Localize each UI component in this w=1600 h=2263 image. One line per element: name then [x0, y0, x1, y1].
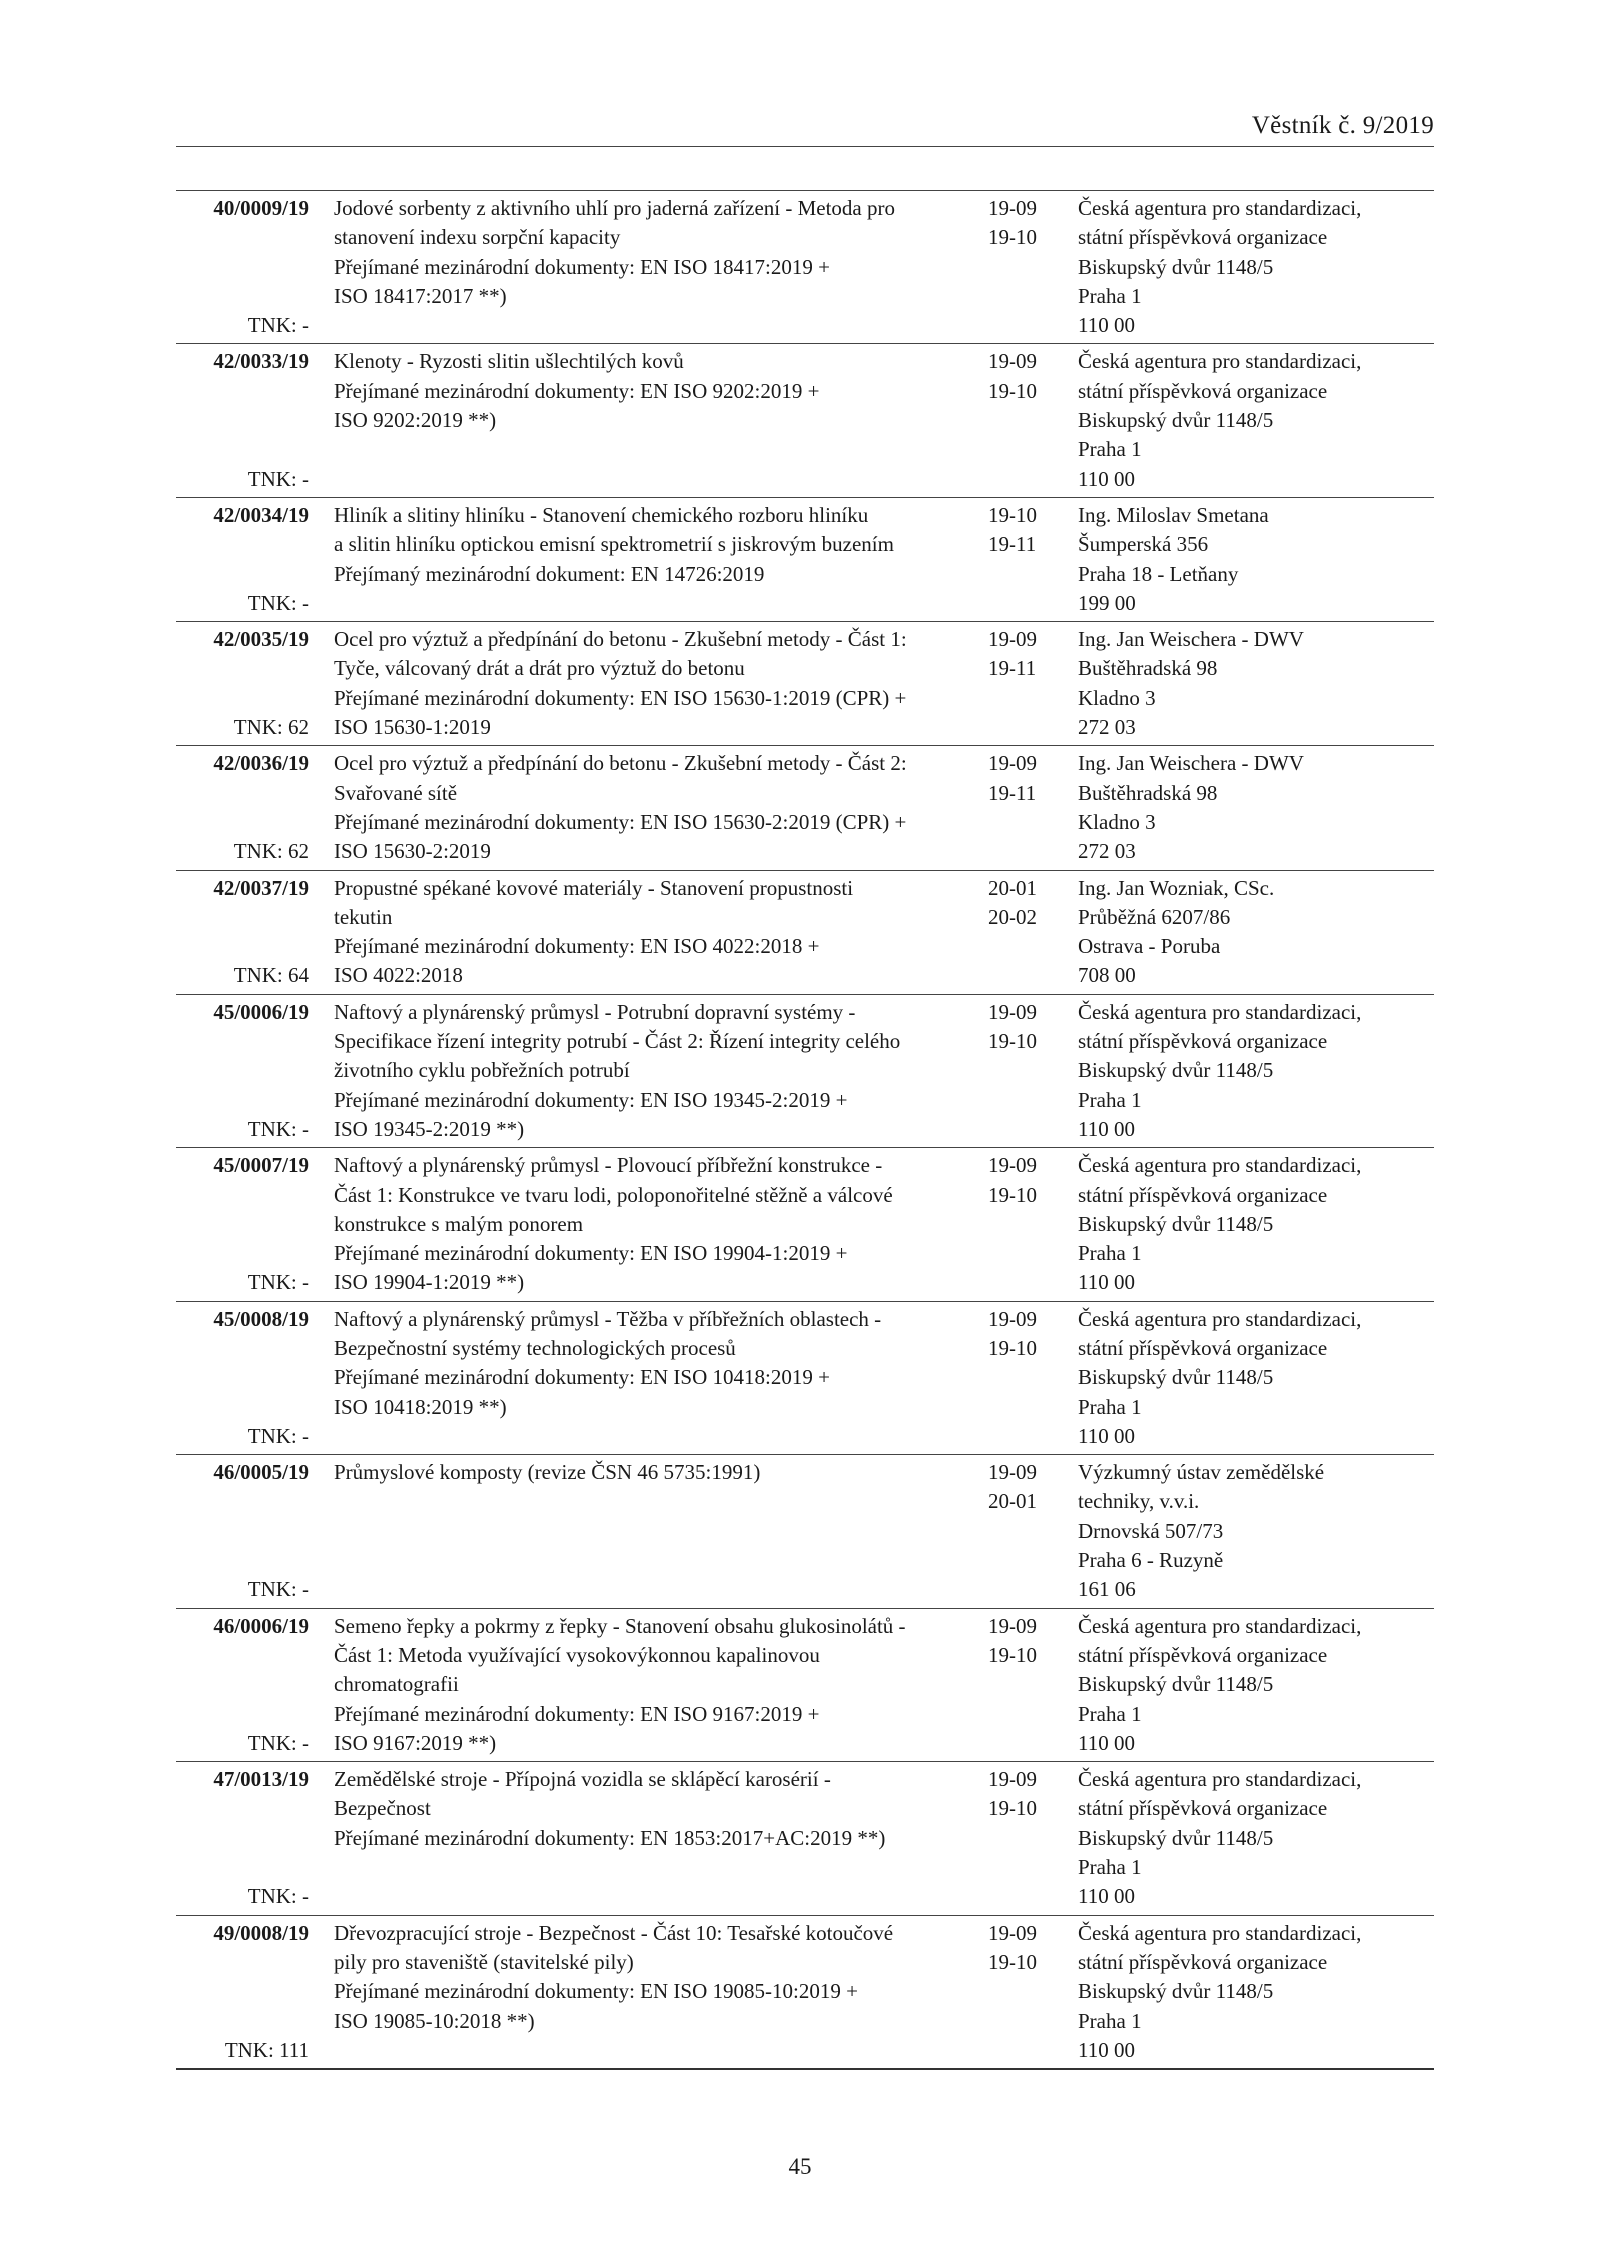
processor-cell-line: Praha 1 [1078, 1241, 1142, 1266]
dates-cell-line: 19-09 [988, 1613, 1037, 1638]
table-row [176, 1455, 1434, 1608]
description-cell-line: Přejímané mezinárodní dokumenty: EN ISO 19345-2:2019 + [334, 1087, 848, 1112]
task-number: 42/0035/19 [213, 627, 309, 652]
dates-cell [988, 1762, 1078, 1914]
description-cell-line: Ocel pro výztuž a předpínání do betonu - Zkušební metody - Část 2: [334, 751, 907, 776]
processor-cell-line: techniky, v.v.i. [1078, 1489, 1200, 1514]
description-cell-line: ISO 15630-1:2019 [334, 715, 491, 740]
processor-cell-line: 708 00 [1078, 963, 1136, 988]
description-cell-line: chromatografii [334, 1672, 459, 1697]
tnk-label: TNK: - [247, 1270, 309, 1295]
processor-cell-line: 272 03 [1078, 839, 1136, 864]
description-cell [334, 746, 988, 869]
processor-cell-line: Průběžná 6207/86 [1078, 904, 1231, 929]
description-cell-line: Hliník a slitiny hliníku - Stanovení chemického rozboru hliníku [334, 502, 869, 527]
processor-cell-line: 110 00 [1078, 313, 1135, 338]
description-cell [334, 1148, 988, 1300]
description-cell-line: tekutin [334, 904, 393, 929]
dates-cell-line: 20-02 [988, 904, 1037, 929]
processor-cell-line: Kladno 3 [1078, 685, 1156, 710]
table-row [176, 1302, 1434, 1455]
description-cell [334, 344, 988, 496]
description-cell [334, 622, 988, 745]
description-cell-line: Specifikace řízení integrity potrubí - Část 2: Řízení integrity celého [334, 1029, 901, 1054]
processor-cell-line: Ing. Jan Wozniak, CSc. [1078, 875, 1275, 900]
description-cell-line: Zemědělské stroje - Přípojná vozidla se sklápěcí karosérií - [334, 1767, 831, 1792]
dates-cell-line: 19-10 [988, 1642, 1037, 1667]
processor-cell [1078, 1609, 1434, 1761]
dates-cell [988, 1302, 1078, 1454]
description-cell-line: Přejímané mezinárodní dokumenty: EN ISO 4022:2018 + [334, 934, 820, 959]
processor-cell-line: Česká agentura pro standardizaci, [1078, 1767, 1362, 1792]
dates-cell-line: 19-09 [988, 1460, 1037, 1485]
processor-cell-line: Praha 1 [1078, 437, 1142, 462]
processor-cell [1078, 746, 1434, 869]
description-cell [334, 1455, 988, 1607]
tnk-label: TNK: 111 [224, 2037, 309, 2062]
processor-cell-line: Biskupský dvůr 1148/5 [1078, 1058, 1274, 1083]
tnk-label: TNK: - [247, 466, 309, 491]
dates-cell-line: 19-10 [988, 1335, 1037, 1360]
dates-cell-line: 20-01 [988, 1489, 1037, 1514]
tnk-label: TNK: - [247, 1730, 309, 1755]
dates-cell-line: 20-01 [988, 875, 1037, 900]
processor-cell-line: Praha 1 [1078, 1394, 1142, 1419]
processor-cell-line: Praha 1 [1078, 1855, 1142, 1880]
description-cell-line: Svařované sítě [334, 780, 458, 805]
dates-cell-line: 19-09 [988, 196, 1037, 220]
tnk-label: TNK: - [247, 313, 309, 338]
journal-title: Věstník č. 9/2019 [1251, 112, 1434, 139]
dates-cell-line: 19-10 [988, 225, 1037, 250]
processor-cell-line: 272 03 [1078, 715, 1136, 740]
description-cell-line: pily pro staveniště (stavitelské pily) [334, 1949, 634, 1974]
task-number: 42/0033/19 [213, 349, 309, 374]
dates-cell-line: 19-10 [988, 1029, 1037, 1054]
processor-cell-line: 110 00 [1078, 466, 1135, 491]
task-number: 46/0006/19 [213, 1613, 309, 1638]
processor-cell-line: Šumperská 356 [1078, 532, 1209, 557]
tnk-label: TNK: - [247, 1577, 309, 1602]
table-row [176, 746, 1434, 870]
processor-cell-line: Biskupský dvůr 1148/5 [1078, 1672, 1274, 1697]
table-row [176, 1762, 1434, 1915]
processor-cell-line: Česká agentura pro standardizaci, [1078, 196, 1362, 220]
description-cell-line: Přejímané mezinárodní dokumenty: EN 1853:2017+AC:2019 **) [334, 1825, 886, 1850]
task-id-cell [176, 746, 309, 869]
dates-cell-line: 19-10 [988, 502, 1037, 527]
table-row [176, 344, 1434, 497]
task-id-cell [176, 871, 309, 994]
tnk-label: TNK: 62 [233, 839, 309, 864]
processor-cell-line: Česká agentura pro standardizaci, [1078, 1306, 1362, 1331]
dates-cell-line: 19-09 [988, 1153, 1037, 1178]
page-number: 45 [788, 2154, 812, 2179]
task-id-cell [176, 1302, 309, 1454]
processor-cell-line: Ing. Miloslav Smetana [1078, 502, 1269, 527]
page-header [176, 112, 1434, 147]
processor-cell [1078, 995, 1434, 1147]
description-cell-line: Přejímané mezinárodní dokumenty: EN ISO 9167:2019 + [334, 1701, 820, 1726]
description-cell [334, 1762, 988, 1914]
dates-cell [988, 1148, 1078, 1300]
description-cell [334, 995, 988, 1147]
dates-cell-line: 19-09 [988, 1306, 1037, 1331]
task-id-cell [176, 622, 309, 745]
table-row [176, 1609, 1434, 1762]
processor-cell-line: Česká agentura pro standardizaci, [1078, 349, 1362, 374]
processor-cell-line: Ing. Jan Weischera - DWV [1078, 627, 1304, 652]
processor-cell-line: státní příspěvková organizace [1078, 225, 1328, 250]
processor-cell-line: státní příspěvková organizace [1078, 1949, 1328, 1974]
task-number: 45/0006/19 [213, 999, 309, 1024]
task-number: 40/0009/19 [213, 196, 309, 220]
dates-cell [988, 344, 1078, 496]
processor-cell-line: Biskupský dvůr 1148/5 [1078, 1825, 1274, 1850]
table-row [176, 1148, 1434, 1301]
processor-cell-line: 110 00 [1078, 1730, 1135, 1755]
task-id-cell [176, 1916, 309, 2068]
dates-cell-line: 19-09 [988, 751, 1037, 776]
dates-cell [988, 871, 1078, 994]
processor-cell-line: 161 06 [1078, 1577, 1136, 1602]
description-cell-line: ISO 9167:2019 **) [334, 1730, 497, 1755]
tnk-label: TNK: - [247, 590, 309, 615]
tnk-label: TNK: 62 [233, 715, 309, 740]
table-row [176, 871, 1434, 995]
processor-cell [1078, 871, 1434, 994]
processor-cell-line: Praha 1 [1078, 1701, 1142, 1726]
processor-cell-line: Biskupský dvůr 1148/5 [1078, 1979, 1274, 2004]
table-row [176, 995, 1434, 1148]
task-number: 42/0037/19 [213, 875, 309, 900]
dates-cell-line: 19-10 [988, 1182, 1037, 1207]
processor-cell [1078, 344, 1434, 496]
task-number: 42/0036/19 [213, 751, 309, 776]
description-cell-line: Přejímané mezinárodní dokumenty: EN ISO 15630-2:2019 (CPR) + [334, 809, 907, 834]
processor-cell-line: státní příspěvková organizace [1078, 1029, 1328, 1054]
dates-cell-line: 19-10 [988, 378, 1037, 403]
task-number: 42/0034/19 [213, 502, 309, 527]
description-cell-line: Klenoty - Ryzosti slitin ušlechtilých kovů [334, 349, 684, 374]
description-cell [334, 871, 988, 994]
dates-cell-line: 19-11 [988, 656, 1037, 681]
processor-cell-line: Výzkumný ústav zemědělské [1078, 1460, 1325, 1485]
dates-cell-line: 19-09 [988, 349, 1037, 374]
tnk-label: TNK: - [247, 1884, 309, 1909]
description-cell-line: ISO 15630-2:2019 [334, 839, 491, 864]
processor-cell-line: Buštěhradská 98 [1078, 656, 1218, 681]
description-cell-line: ISO 19904-1:2019 **) [334, 1270, 525, 1295]
description-cell-line: konstrukce s malým ponorem [334, 1211, 584, 1236]
dates-cell-line: 19-09 [988, 627, 1037, 652]
description-cell-line: Přejímané mezinárodní dokumenty: EN ISO 15630-1:2019 (CPR) + [334, 685, 907, 710]
description-cell-line: ISO 19085-10:2018 **) [334, 2008, 535, 2033]
processor-cell [1078, 1916, 1434, 2068]
task-id-cell [176, 995, 309, 1147]
processor-cell-line: Praha 18 - Letňany [1078, 561, 1239, 586]
tnk-label: TNK: - [247, 1423, 309, 1448]
dates-cell-line: 19-11 [988, 532, 1037, 557]
description-cell [334, 1609, 988, 1761]
description-cell [334, 1302, 988, 1454]
processor-cell-line: Drnovská 507/73 [1078, 1518, 1224, 1543]
dates-cell [988, 498, 1078, 621]
dates-cell [988, 1916, 1078, 2068]
processor-cell-line: Praha 1 [1078, 1087, 1142, 1112]
description-cell-line: Semeno řepky a pokrmy z řepky - Stanovení obsahu glukosinolátů - [334, 1613, 906, 1638]
description-cell-line: Přejímané mezinárodní dokumenty: EN ISO 9202:2019 + [334, 378, 820, 403]
description-cell-line: ISO 19345-2:2019 **) [334, 1116, 525, 1141]
processor-cell-line: Praha 1 [1078, 2008, 1142, 2033]
processor-cell-line: Česká agentura pro standardizaci, [1078, 1920, 1362, 1945]
description-cell-line: Přejímané mezinárodní dokumenty: EN ISO 19085-10:2019 + [334, 1979, 858, 2004]
dates-cell-line: 19-09 [988, 1767, 1037, 1792]
processor-cell-line: 110 00 [1078, 1884, 1135, 1909]
dates-cell-line: 19-10 [988, 1796, 1037, 1821]
processor-cell-line: státní příspěvková organizace [1078, 1796, 1328, 1821]
description-cell-line: Naftový a plynárenský průmysl - Potrubní dopravní systémy - [334, 999, 856, 1024]
description-cell-line: Část 1: Metoda využívající vysokovýkonnou kapalinovou [334, 1642, 820, 1667]
processor-cell-line: Česká agentura pro standardizaci, [1078, 999, 1362, 1024]
task-number: 45/0008/19 [213, 1306, 309, 1331]
description-cell-line: Bezpečnostní systémy technologických procesů [334, 1335, 736, 1360]
processor-cell-line: Kladno 3 [1078, 809, 1156, 834]
task-id-cell [176, 1455, 309, 1607]
description-cell-line: ISO 4022:2018 [334, 963, 463, 988]
description-cell-line: Dřevozpracující stroje - Bezpečnost - Část 10: Tesařské kotoučové [334, 1920, 894, 1945]
tnk-label: TNK: - [247, 1116, 309, 1141]
description-cell-line: Jodové sorbenty z aktivního uhlí pro jaderná zařízení - Metoda pro [334, 196, 895, 220]
description-cell-line: Bezpečnost [334, 1796, 431, 1821]
processor-cell-line: Česká agentura pro standardizaci, [1078, 1153, 1362, 1178]
processor-cell-line: státní příspěvková organizace [1078, 1182, 1328, 1207]
processor-cell-line: Ing. Jan Weischera - DWV [1078, 751, 1304, 776]
processor-cell-line: 110 00 [1078, 1423, 1135, 1448]
description-cell-line: Tyče, válcovaný drát a drát pro výztuž do betonu [334, 656, 745, 681]
description-cell-line: Přejímané mezinárodní dokumenty: EN ISO 19904-1:2019 + [334, 1241, 848, 1266]
task-id-cell [176, 1762, 309, 1914]
description-cell-line: Přejímaný mezinárodní dokument: EN 14726:2019 [334, 561, 765, 586]
processor-cell [1078, 622, 1434, 745]
description-cell-line: Propustné spékané kovové materiály - Stanovení propustnosti [334, 875, 854, 900]
processor-cell-line: 110 00 [1078, 2037, 1135, 2062]
description-cell-line: ISO 10418:2019 **) [334, 1394, 507, 1419]
processor-cell-line: 110 00 [1078, 1270, 1135, 1295]
processor-cell-line: Biskupský dvůr 1148/5 [1078, 1211, 1274, 1236]
processor-cell [1078, 1455, 1434, 1607]
table-row [176, 622, 1434, 746]
description-cell-line: stanovení indexu sorpční kapacity [334, 225, 621, 250]
task-number: 49/0008/19 [213, 1920, 309, 1945]
table-row [176, 1916, 1434, 2070]
task-number: 46/0005/19 [213, 1460, 309, 1485]
task-id-cell [176, 498, 309, 621]
description-cell-line: Průmyslové komposty (revize ČSN 46 5735:1991) [334, 1460, 761, 1485]
processor-cell [1078, 1148, 1434, 1300]
description-cell-line: ISO 9202:2019 **) [334, 408, 497, 433]
description-cell-line: ISO 18417:2017 **) [334, 283, 507, 308]
dates-cell [988, 1609, 1078, 1761]
dates-cell [988, 622, 1078, 745]
dates-cell [988, 1455, 1078, 1607]
processor-cell-line: 199 00 [1078, 590, 1136, 615]
processor-cell-line: státní příspěvková organizace [1078, 1335, 1328, 1360]
description-cell-line: Přejímané mezinárodní dokumenty: EN ISO 18417:2019 + [334, 254, 830, 279]
dates-cell-line: 19-11 [988, 780, 1037, 805]
processor-cell [1078, 498, 1434, 621]
processor-cell-line: státní příspěvková organizace [1078, 1642, 1328, 1667]
description-cell [334, 191, 988, 343]
task-number: 47/0013/19 [213, 1767, 309, 1792]
processor-cell-line: Biskupský dvůr 1148/5 [1078, 408, 1274, 433]
processor-cell-line: Ostrava - Poruba [1078, 934, 1221, 959]
dates-cell [988, 191, 1078, 343]
task-id-cell [176, 191, 309, 343]
description-cell [334, 1916, 988, 2068]
processor-cell [1078, 1302, 1434, 1454]
dates-cell [988, 995, 1078, 1147]
standards-table [176, 190, 1434, 2070]
dates-cell-line: 19-10 [988, 1949, 1037, 1974]
processor-cell [1078, 191, 1434, 343]
processor-cell-line: Biskupský dvůr 1148/5 [1078, 1365, 1274, 1390]
dates-cell-line: 19-09 [988, 1920, 1037, 1945]
description-cell-line: Naftový a plynárenský průmysl - Plovoucí příbřežní konstrukce - [334, 1153, 883, 1178]
description-cell-line: Naftový a plynárenský průmysl - Těžba v příbřežních oblastech - [334, 1306, 882, 1331]
task-id-cell [176, 344, 309, 496]
processor-cell-line: státní příspěvková organizace [1078, 378, 1328, 403]
dates-cell-line: 19-09 [988, 999, 1037, 1024]
processor-cell [1078, 1762, 1434, 1914]
processor-cell-line: Biskupský dvůr 1148/5 [1078, 254, 1274, 279]
task-id-cell [176, 1609, 309, 1761]
task-number: 45/0007/19 [213, 1153, 309, 1178]
processor-cell-line: Buštěhradská 98 [1078, 780, 1218, 805]
dates-cell [988, 746, 1078, 869]
description-cell-line: životního cyklu pobřežních potrubí [334, 1058, 630, 1083]
table-row [176, 191, 1434, 344]
description-cell-line: Část 1: Konstrukce ve tvaru lodi, poloponořitelné stěžně a válcové [334, 1182, 893, 1207]
description-cell-line: Přejímané mezinárodní dokumenty: EN ISO 10418:2019 + [334, 1365, 830, 1390]
table-row [176, 498, 1434, 622]
description-cell-line: Ocel pro výztuž a předpínání do betonu - Zkušební metody - Část 1: [334, 627, 907, 652]
processor-cell-line: Praha 1 [1078, 283, 1142, 308]
description-cell-line: a slitin hliníku optickou emisní spektrometrií s jiskrovým buzením [334, 532, 894, 557]
description-cell [334, 498, 988, 621]
processor-cell-line: Česká agentura pro standardizaci, [1078, 1613, 1362, 1638]
processor-cell-line: 110 00 [1078, 1116, 1135, 1141]
tnk-label: TNK: 64 [233, 963, 309, 988]
task-id-cell [176, 1148, 309, 1300]
processor-cell-line: Praha 6 - Ruzyně [1078, 1548, 1224, 1573]
